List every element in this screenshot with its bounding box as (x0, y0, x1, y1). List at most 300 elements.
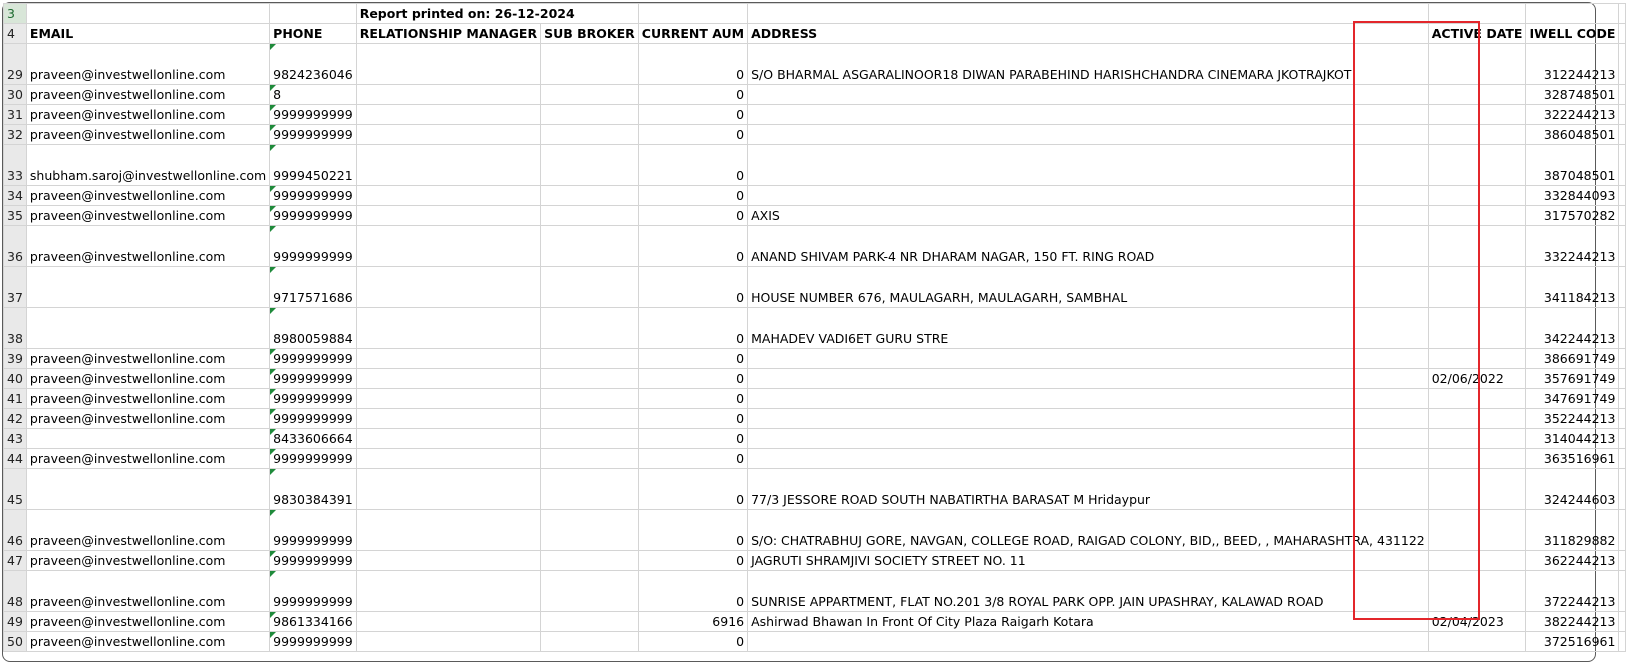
cell[interactable] (1428, 4, 1526, 24)
email-cell[interactable]: praveen@investwellonline.com (26, 226, 269, 267)
phone-cell[interactable] (270, 369, 357, 389)
active-date-cell[interactable] (1428, 409, 1526, 429)
email-cell[interactable]: praveen@investwellonline.com (26, 571, 269, 612)
phone-cell[interactable] (270, 510, 357, 551)
cell[interactable] (1619, 389, 1626, 409)
current-aum-cell[interactable]: 0 (638, 308, 747, 349)
phone-cell[interactable] (270, 308, 357, 349)
sub-broker-cell[interactable] (541, 267, 639, 308)
row-header[interactable]: 43 (4, 429, 27, 449)
phone-cell[interactable] (270, 44, 357, 85)
address-cell[interactable] (748, 389, 1429, 409)
sub-broker-cell[interactable] (541, 349, 639, 369)
address-cell[interactable] (748, 449, 1429, 469)
active-date-cell[interactable] (1428, 308, 1526, 349)
address-cell[interactable] (748, 429, 1429, 449)
phone-cell[interactable] (270, 105, 357, 125)
current-aum-cell[interactable]: 0 (638, 389, 747, 409)
table-row (4, 632, 1626, 652)
sub-broker-cell[interactable] (541, 206, 639, 226)
text-number-warning-icon (270, 85, 276, 91)
email-cell[interactable]: praveen@investwellonline.com (26, 44, 269, 85)
relationship-manager-cell[interactable] (356, 409, 540, 429)
relationship-manager-cell[interactable] (356, 389, 540, 409)
row-header[interactable]: 33 (4, 145, 27, 186)
cell[interactable] (1619, 226, 1626, 267)
active-date-cell[interactable] (1428, 632, 1526, 652)
cell[interactable] (1619, 24, 1626, 44)
phone-value: 9824236046 (273, 67, 353, 82)
row-header[interactable]: 30 (4, 85, 27, 105)
phone-value: 9999999999 (273, 351, 353, 366)
active-date-cell[interactable] (1428, 571, 1526, 612)
active-date-cell[interactable] (1428, 105, 1526, 125)
cell[interactable] (1619, 369, 1626, 389)
phone-cell[interactable] (270, 389, 357, 409)
address-cell[interactable] (748, 369, 1429, 389)
table-row (4, 449, 1626, 469)
sub-broker-cell[interactable] (541, 409, 639, 429)
phone-cell[interactable] (270, 85, 357, 105)
relationship-manager-cell[interactable] (356, 226, 540, 267)
active-date-cell[interactable] (1428, 349, 1526, 369)
iwell-code-cell[interactable]: 382244213 (1526, 612, 1619, 632)
cell[interactable] (1619, 308, 1626, 349)
address-cell[interactable] (748, 409, 1429, 429)
table-row (4, 85, 1626, 105)
row-header[interactable]: 4 (4, 24, 27, 44)
row-header[interactable]: 37 (4, 267, 27, 308)
iwell-code-cell[interactable]: 372244213 (1526, 571, 1619, 612)
address-cell[interactable]: 77/3 JESSORE ROAD SOUTH NABATIRTHA BARASAT M Hridaypur (748, 469, 1429, 510)
email-cell[interactable] (26, 429, 269, 449)
phone-cell[interactable] (270, 267, 357, 308)
spreadsheet-window (2, 2, 1616, 662)
phone-value: 9999450221 (273, 168, 353, 183)
active-date-cell[interactable] (1428, 469, 1526, 510)
address-cell[interactable] (748, 85, 1429, 105)
row-header[interactable]: 29 (4, 44, 27, 85)
phone-cell[interactable] (270, 571, 357, 612)
current-aum-cell[interactable]: 0 (638, 510, 747, 551)
active-date-cell[interactable] (1428, 510, 1526, 551)
relationship-manager-cell[interactable] (356, 267, 540, 308)
address-cell[interactable] (748, 105, 1429, 125)
iwell-code-cell[interactable]: 362244213 (1526, 551, 1619, 571)
row-header[interactable]: 44 (4, 449, 27, 469)
address-cell[interactable]: S/O BHARMAL ASGARALINOOR18 DIWAN PARABEHIND HARISHCHANDRA CINEMARA JKOTRAJKOT (748, 44, 1429, 85)
cell[interactable] (1619, 125, 1626, 145)
row-header[interactable]: 36 (4, 226, 27, 267)
phone-value: 9999999999 (273, 451, 353, 466)
active-date-cell[interactable] (1428, 186, 1526, 206)
iwell-code-cell[interactable]: 347691749 (1526, 389, 1619, 409)
cell[interactable] (638, 4, 747, 24)
email-cell[interactable]: praveen@investwellonline.com (26, 510, 269, 551)
report-printed-cell[interactable]: Report printed on: 26-12-2024 (356, 4, 638, 24)
current-aum-cell[interactable]: 0 (638, 369, 747, 389)
text-number-warning-icon (270, 429, 276, 435)
iwell-code-cell[interactable]: 386691749 (1526, 349, 1619, 369)
sub-broker-cell[interactable] (541, 308, 639, 349)
sub-broker-cell[interactable] (541, 145, 639, 186)
address-cell[interactable]: SUNRISE APPARTMENT, FLAT NO.201 3/8 ROYAL PARK OPP. JAIN UPASHRAY, KALAWAD ROAD (748, 571, 1429, 612)
phone-value: 9999999999 (273, 634, 353, 649)
iwell-code-cell[interactable]: 314044213 (1526, 429, 1619, 449)
relationship-manager-cell[interactable] (356, 145, 540, 186)
current-aum-cell[interactable]: 6916 (638, 612, 747, 632)
text-number-warning-icon (270, 469, 276, 475)
table-row (4, 429, 1626, 449)
relationship-manager-cell[interactable] (356, 125, 540, 145)
relationship-manager-cell[interactable] (356, 571, 540, 612)
cell[interactable] (1619, 571, 1626, 612)
phone-cell[interactable] (270, 612, 357, 632)
email-cell[interactable]: praveen@investwellonline.com (26, 612, 269, 632)
current-aum-cell[interactable]: 0 (638, 105, 747, 125)
relationship-manager-cell[interactable] (356, 308, 540, 349)
relationship-manager-cell[interactable] (356, 44, 540, 85)
text-number-warning-icon (270, 551, 276, 557)
email-cell[interactable]: praveen@investwellonline.com (26, 389, 269, 409)
sub-broker-cell[interactable] (541, 125, 639, 145)
current-aum-cell[interactable]: 0 (638, 449, 747, 469)
text-number-warning-icon (270, 105, 276, 111)
email-cell[interactable]: praveen@investwellonline.com (26, 449, 269, 469)
phone-cell[interactable] (270, 226, 357, 267)
relationship-manager-cell[interactable] (356, 186, 540, 206)
email-cell[interactable]: shubham.saroj@investwellonline.com (26, 145, 269, 186)
current-aum-cell[interactable]: 0 (638, 632, 747, 652)
iwell-code-cell[interactable]: 386048501 (1526, 125, 1619, 145)
current-aum-cell[interactable]: 0 (638, 409, 747, 429)
phone-value: 9999999999 (273, 188, 353, 203)
sub-broker-cell[interactable] (541, 551, 639, 571)
cell[interactable] (1619, 612, 1626, 632)
column-header-row (4, 24, 1626, 44)
address-cell[interactable]: JAGRUTI SHRAMJIVI SOCIETY STREET NO. 11 (748, 551, 1429, 571)
phone-value: 9999999999 (273, 127, 353, 142)
sub-broker-cell[interactable] (541, 612, 639, 632)
active-date-cell[interactable] (1428, 551, 1526, 571)
table-row (4, 389, 1626, 409)
text-number-warning-icon (270, 44, 276, 50)
active-date-cell[interactable] (1428, 389, 1526, 409)
cell[interactable] (1619, 449, 1626, 469)
text-number-warning-icon (270, 308, 276, 314)
table-row (4, 571, 1626, 612)
email-cell[interactable]: praveen@investwellonline.com (26, 186, 269, 206)
active-date-cell[interactable] (1428, 449, 1526, 469)
sub-broker-cell[interactable] (541, 369, 639, 389)
active-date-cell[interactable] (1428, 206, 1526, 226)
row-header[interactable]: 38 (4, 308, 27, 349)
address-cell[interactable]: ANAND SHIVAM PARK-4 NR DHARAM NAGAR, 150 FT. RING ROAD (748, 226, 1429, 267)
row-header[interactable]: 39 (4, 349, 27, 369)
relationship-manager-cell[interactable] (356, 551, 540, 571)
col-header-email[interactable]: EMAIL (26, 24, 269, 44)
phone-value: 9999999999 (273, 249, 353, 264)
current-aum-cell[interactable]: 0 (638, 206, 747, 226)
report-row (4, 4, 1626, 24)
table-row (4, 125, 1626, 145)
phone-cell[interactable] (270, 349, 357, 369)
spreadsheet-grid (3, 3, 1626, 652)
email-cell[interactable]: praveen@investwellonline.com (26, 125, 269, 145)
table-row (4, 206, 1626, 226)
row-header[interactable]: 45 (4, 469, 27, 510)
current-aum-cell[interactable]: 0 (638, 571, 747, 612)
active-date-cell[interactable] (1428, 85, 1526, 105)
sub-broker-cell[interactable] (541, 85, 639, 105)
text-number-warning-icon (270, 510, 276, 516)
sub-broker-cell[interactable] (541, 186, 639, 206)
row-header[interactable]: 3 (4, 4, 27, 24)
cell[interactable] (1619, 551, 1626, 571)
table-row (4, 226, 1626, 267)
iwell-code-cell[interactable]: 372516961 (1526, 632, 1619, 652)
phone-value: 8 (273, 87, 282, 102)
email-cell[interactable] (26, 308, 269, 349)
phone-cell[interactable] (270, 469, 357, 510)
sub-broker-cell[interactable] (541, 429, 639, 449)
col-header-current-aum[interactable]: CURRENT AUM (638, 24, 747, 44)
text-number-warning-icon (270, 145, 276, 151)
sub-broker-cell[interactable] (541, 389, 639, 409)
cell[interactable] (1619, 186, 1626, 206)
iwell-code-cell[interactable]: 322244213 (1526, 105, 1619, 125)
address-cell[interactable] (748, 125, 1429, 145)
iwell-code-cell[interactable]: 317570282 (1526, 206, 1619, 226)
current-aum-cell[interactable]: 0 (638, 349, 747, 369)
cell[interactable] (1619, 85, 1626, 105)
iwell-code-cell[interactable]: 332244213 (1526, 226, 1619, 267)
relationship-manager-cell[interactable] (356, 612, 540, 632)
row-header[interactable]: 46 (4, 510, 27, 551)
iwell-code-cell[interactable]: 352244213 (1526, 409, 1619, 429)
sub-broker-cell[interactable] (541, 469, 639, 510)
current-aum-cell[interactable]: 0 (638, 44, 747, 85)
sub-broker-cell[interactable] (541, 226, 639, 267)
cell[interactable] (1619, 206, 1626, 226)
text-number-warning-icon (270, 449, 276, 455)
cell[interactable] (1619, 105, 1626, 125)
relationship-manager-cell[interactable] (356, 206, 540, 226)
address-cell[interactable]: AXIS (748, 206, 1429, 226)
sub-broker-cell[interactable] (541, 510, 639, 551)
table-row (4, 369, 1626, 389)
phone-value: 8433606664 (273, 431, 353, 446)
text-number-warning-icon (270, 186, 276, 192)
email-cell[interactable]: praveen@investwellonline.com (26, 632, 269, 652)
iwell-code-cell[interactable]: 324244603 (1526, 469, 1619, 510)
cell[interactable] (1619, 469, 1626, 510)
current-aum-cell[interactable]: 0 (638, 551, 747, 571)
sub-broker-cell[interactable] (541, 105, 639, 125)
email-cell[interactable]: praveen@investwellonline.com (26, 551, 269, 571)
table-row (4, 510, 1626, 551)
email-cell[interactable]: praveen@investwellonline.com (26, 369, 269, 389)
active-date-cell[interactable] (1428, 44, 1526, 85)
cell[interactable] (1619, 409, 1626, 429)
phone-cell[interactable] (270, 206, 357, 226)
row-header[interactable]: 49 (4, 612, 27, 632)
cell[interactable] (1619, 510, 1626, 551)
phone-cell[interactable] (270, 125, 357, 145)
address-cell[interactable] (748, 186, 1429, 206)
cell[interactable] (1619, 267, 1626, 308)
relationship-manager-cell[interactable] (356, 349, 540, 369)
text-number-warning-icon (270, 571, 276, 577)
email-cell[interactable] (26, 267, 269, 308)
email-cell[interactable]: praveen@investwellonline.com (26, 85, 269, 105)
phone-cell[interactable] (270, 551, 357, 571)
row-header[interactable]: 42 (4, 409, 27, 429)
address-cell[interactable]: HOUSE NUMBER 676, MAULAGARH, MAULAGARH, SAMBHAL (748, 267, 1429, 308)
address-cell[interactable]: Ashirwad Bhawan In Front Of City Plaza Raigarh Kotara (748, 612, 1429, 632)
current-aum-cell[interactable]: 0 (638, 186, 747, 206)
address-cell[interactable]: S/O: CHATRABHUJ GORE, NAVGAN, COLLEGE ROAD, RAIGAD COLONY, BID,, BEED, , MAHARASHTRA, 431122 (748, 510, 1429, 551)
address-cell[interactable]: MAHADEV VADI6ET GURU STRE (748, 308, 1429, 349)
iwell-code-cell[interactable]: 357691749 (1526, 369, 1619, 389)
current-aum-cell[interactable]: 0 (638, 267, 747, 308)
phone-cell[interactable] (270, 145, 357, 186)
cell[interactable] (1526, 4, 1619, 24)
active-date-cell[interactable]: 02/04/2023 (1428, 612, 1526, 632)
text-number-warning-icon (270, 612, 276, 618)
active-date-cell[interactable] (1428, 125, 1526, 145)
row-header[interactable]: 48 (4, 571, 27, 612)
phone-value: 9830384391 (273, 492, 353, 507)
cell[interactable] (1619, 44, 1626, 85)
phone-value: 9717571686 (273, 290, 353, 305)
email-cell[interactable]: praveen@investwellonline.com (26, 105, 269, 125)
text-number-warning-icon (270, 389, 276, 395)
address-cell[interactable] (748, 349, 1429, 369)
active-date-cell[interactable] (1428, 429, 1526, 449)
phone-value: 9999999999 (273, 411, 353, 426)
phone-value: 9999999999 (273, 107, 353, 122)
text-number-warning-icon (270, 409, 276, 415)
current-aum-cell[interactable]: 0 (638, 429, 747, 449)
iwell-code-cell[interactable]: 342244213 (1526, 308, 1619, 349)
email-cell[interactable]: praveen@investwellonline.com (26, 206, 269, 226)
relationship-manager-cell[interactable] (356, 369, 540, 389)
relationship-manager-cell[interactable] (356, 429, 540, 449)
sub-broker-cell[interactable] (541, 449, 639, 469)
relationship-manager-cell[interactable] (356, 469, 540, 510)
iwell-code-cell[interactable]: 332844093 (1526, 186, 1619, 206)
table-row (4, 145, 1626, 186)
text-number-warning-icon (270, 632, 276, 638)
relationship-manager-cell[interactable] (356, 449, 540, 469)
cell[interactable] (1619, 429, 1626, 449)
iwell-code-cell[interactable]: 387048501 (1526, 145, 1619, 186)
phone-cell[interactable] (270, 186, 357, 206)
relationship-manager-cell[interactable] (356, 85, 540, 105)
cell[interactable] (1619, 4, 1626, 24)
active-date-cell[interactable]: 02/06/2022 (1428, 369, 1526, 389)
col-header-iwell-code[interactable]: IWELL CODE (1526, 24, 1619, 44)
table-row (4, 349, 1626, 369)
col-header-phone[interactable]: PHONE (270, 24, 357, 44)
email-cell[interactable]: praveen@investwellonline.com (26, 409, 269, 429)
sub-broker-cell[interactable] (541, 632, 639, 652)
cell[interactable] (1619, 632, 1626, 652)
row-header[interactable]: 34 (4, 186, 27, 206)
table-row (4, 612, 1626, 632)
phone-value: 9999999999 (273, 533, 353, 548)
relationship-manager-cell[interactable] (356, 510, 540, 551)
email-cell[interactable] (26, 469, 269, 510)
iwell-code-cell[interactable]: 341184213 (1526, 267, 1619, 308)
email-cell[interactable]: praveen@investwellonline.com (26, 349, 269, 369)
row-header[interactable]: 41 (4, 389, 27, 409)
address-cell[interactable] (748, 632, 1429, 652)
phone-value: 9861334166 (273, 614, 353, 629)
table-row (4, 267, 1626, 308)
row-header[interactable]: 35 (4, 206, 27, 226)
table-row (4, 308, 1626, 349)
relationship-manager-cell[interactable] (356, 105, 540, 125)
text-number-warning-icon (270, 206, 276, 212)
phone-cell[interactable] (270, 632, 357, 652)
row-header[interactable]: 47 (4, 551, 27, 571)
active-date-cell[interactable] (1428, 267, 1526, 308)
phone-cell[interactable] (270, 409, 357, 429)
phone-cell[interactable] (270, 449, 357, 469)
iwell-code-cell[interactable]: 312244213 (1526, 44, 1619, 85)
current-aum-cell[interactable]: 0 (638, 145, 747, 186)
iwell-code-cell[interactable]: 311829882 (1526, 510, 1619, 551)
text-number-warning-icon (270, 226, 276, 232)
relationship-manager-cell[interactable] (356, 632, 540, 652)
cell[interactable] (270, 4, 357, 24)
address-cell[interactable] (748, 145, 1429, 186)
col-header-relationship-manager[interactable]: RELATIONSHIP MANAGER (356, 24, 540, 44)
sub-broker-cell[interactable] (541, 571, 639, 612)
text-number-warning-icon (270, 349, 276, 355)
phone-value: 8980059884 (273, 331, 353, 346)
current-aum-cell[interactable]: 0 (638, 469, 747, 510)
iwell-code-cell[interactable]: 363516961 (1526, 449, 1619, 469)
col-header-address[interactable]: ADDRESS (748, 24, 1429, 44)
phone-value: 9999999999 (273, 553, 353, 568)
sub-broker-cell[interactable] (541, 44, 639, 85)
cell[interactable] (1619, 145, 1626, 186)
table-row (4, 469, 1626, 510)
cell[interactable] (26, 4, 269, 24)
table-row (4, 409, 1626, 429)
col-header-active-date[interactable]: ACTIVE DATE (1428, 24, 1526, 44)
current-aum-cell[interactable]: 0 (638, 226, 747, 267)
iwell-code-cell[interactable]: 328748501 (1526, 85, 1619, 105)
current-aum-cell[interactable]: 0 (638, 85, 747, 105)
row-header[interactable]: 32 (4, 125, 27, 145)
cell[interactable] (748, 4, 1429, 24)
cell[interactable] (1619, 349, 1626, 369)
col-header-sub-broker[interactable]: SUB BROKER (541, 24, 639, 44)
active-date-cell[interactable] (1428, 145, 1526, 186)
row-header[interactable]: 40 (4, 369, 27, 389)
active-date-cell[interactable] (1428, 226, 1526, 267)
phone-cell[interactable] (270, 429, 357, 449)
row-header[interactable]: 31 (4, 105, 27, 125)
row-header[interactable]: 50 (4, 632, 27, 652)
text-number-warning-icon (270, 267, 276, 273)
current-aum-cell[interactable]: 0 (638, 125, 747, 145)
table-row (4, 44, 1626, 85)
